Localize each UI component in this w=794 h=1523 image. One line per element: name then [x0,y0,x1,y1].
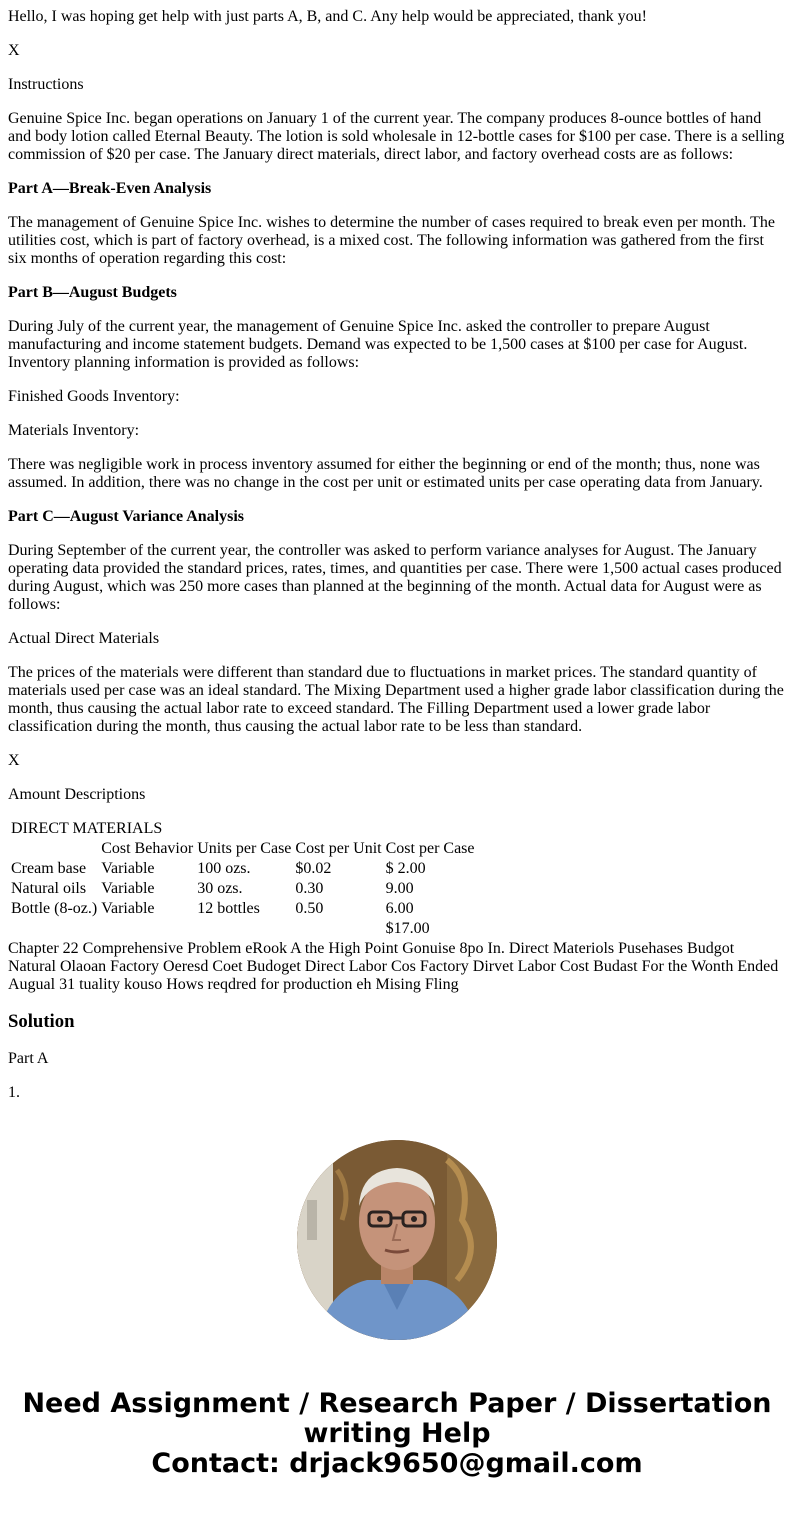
separator-x: X [8,42,20,59]
table-header-cell: Cost Behavior [101,840,194,857]
table-header-cell [10,840,98,858]
table-header-row [10,840,476,858]
table-cell: Natural oils [11,880,87,897]
intro-paragraph: Genuine Spice Inc. began operations on January 1 of the current year. The company produces 8-ounce bottles of hand and body lotion called Eternal Beauty. The lotion is sold wholesale in 12-bottle cases for $100 per case. There is a selling commission of $20 per case. The January direct materials, direct labor, and factory overhead costs are as follows: [8,110,785,163]
table-cell: Cream base [11,860,87,877]
table-title-row [10,820,476,838]
part-b-heading: Part B—August Budgets [8,284,177,301]
question-intro: Hello, I was hoping get help with just parts A, B, and C. Any help would be appreciated, thank you! [8,8,647,25]
part-c-heading: Part C—August Variance Analysis [8,508,245,525]
table-cell: Variable [101,880,155,897]
prices-paragraph: The prices of the materials were different than standard due to fluctuations in market prices. The standard quantity of materials used per case was an ideal standard. The Mixing Department used a higher grade labor classification during the month, thus causing the actual labor rate to exceed standard. The Filling Department used a lower grade labor classification during the month, thus causing the actual labor rate to be less than standard. [8,664,784,735]
avatar-container [0,1140,794,1340]
amount-descriptions-label: Amount Descriptions [8,786,146,803]
table-cell: 0.50 [295,900,324,917]
table-total-row [10,920,476,938]
table-row [10,860,476,878]
cta-line-1: Need Assignment / Research Paper / Dissertation writing Help [22,1388,772,1449]
table-row [10,880,476,898]
part-a-heading: Part A—Break-Even Analysis [8,180,212,197]
part-b-text: During July of the current year, the management of Genuine Spice Inc. asked the controller to prepare August manufacturing and income statement budgets. Demand was expected to be 1,500 cases at $100 per case for August. Inventory planning information is provided as follows: [8,318,748,371]
table-cell: 6.00 [385,900,414,917]
table-cell: 100 ozs. [197,860,251,877]
table-cell: Variable [101,900,155,917]
avatar [297,1140,497,1340]
table-header-cell: Cost per Unit [295,840,382,857]
table-cell: $0.02 [295,860,332,877]
table-header-cell: Cost per Case [385,840,475,857]
solution-heading: Solution [8,1011,75,1032]
cta-contact-email[interactable]: Contact: drjack9650@gmail.com [151,1448,643,1479]
solution-part-a: Part A [8,1050,49,1067]
table-cell: Variable [101,860,155,877]
instructions-label: Instructions [8,76,84,93]
table-row [10,900,476,918]
table-cell: $ 2.00 [385,860,426,877]
finished-goods-label: Finished Goods Inventory: [8,388,180,405]
table-cell: 0.30 [295,880,324,897]
cta-banner [0,1389,794,1479]
table-cell: 12 bottles [197,900,260,917]
avatar-portrait-icon [297,1140,497,1340]
actual-dm-label: Actual Direct Materials [8,630,160,647]
direct-materials-table [8,818,478,940]
wip-paragraph: There was negligible work in process inventory assumed for either the beginning or end of the month; thus, none was assumed. In addition, there was no change in the cost per unit or estimated units per case operating data from January. [8,456,763,491]
part-a-text: The management of Genuine Spice Inc. wishes to determine the number of cases required to break even per month. The utilities cost, which is part of factory overhead, is a mixed cost. The following information was gathered from the first six months of operation regarding this cost: [8,214,775,267]
solution-item-1: 1. [8,1084,20,1101]
ocr-image-text: Chapter 22 Comprehensive Problem eRook A the High Point Gonuise 8po In. Direct Materiols Pusehases Budgot Natural Olaoan Factory Oeresd Coet Budoget Direct Labor Cos Factory Dirvet Labor Cost Budast For the Wonth Ended Augual 31 tuality kouso Hows reqdred for production eh Mising Fling [8,940,779,993]
table-cell: 30 ozs. [197,880,243,897]
table-title: DIRECT MATERIALS [11,820,163,837]
separator-x-2: X [8,752,20,769]
table-cell: 9.00 [385,880,414,897]
table-total: $17.00 [385,920,430,937]
part-c-text: During September of the current year, the controller was asked to perform variance analyses for August. The January operating data provided the standard prices, rates, times, and quantities per case. There were 1,500 actual cases produced during August, which was 250 more cases than planned at the beginning of the month. Actual data for August were as follows: [8,542,782,613]
table-cell: Bottle (8-oz.) [11,900,98,917]
materials-inventory-label: Materials Inventory: [8,422,140,439]
table-header-cell: Units per Case [197,840,292,857]
